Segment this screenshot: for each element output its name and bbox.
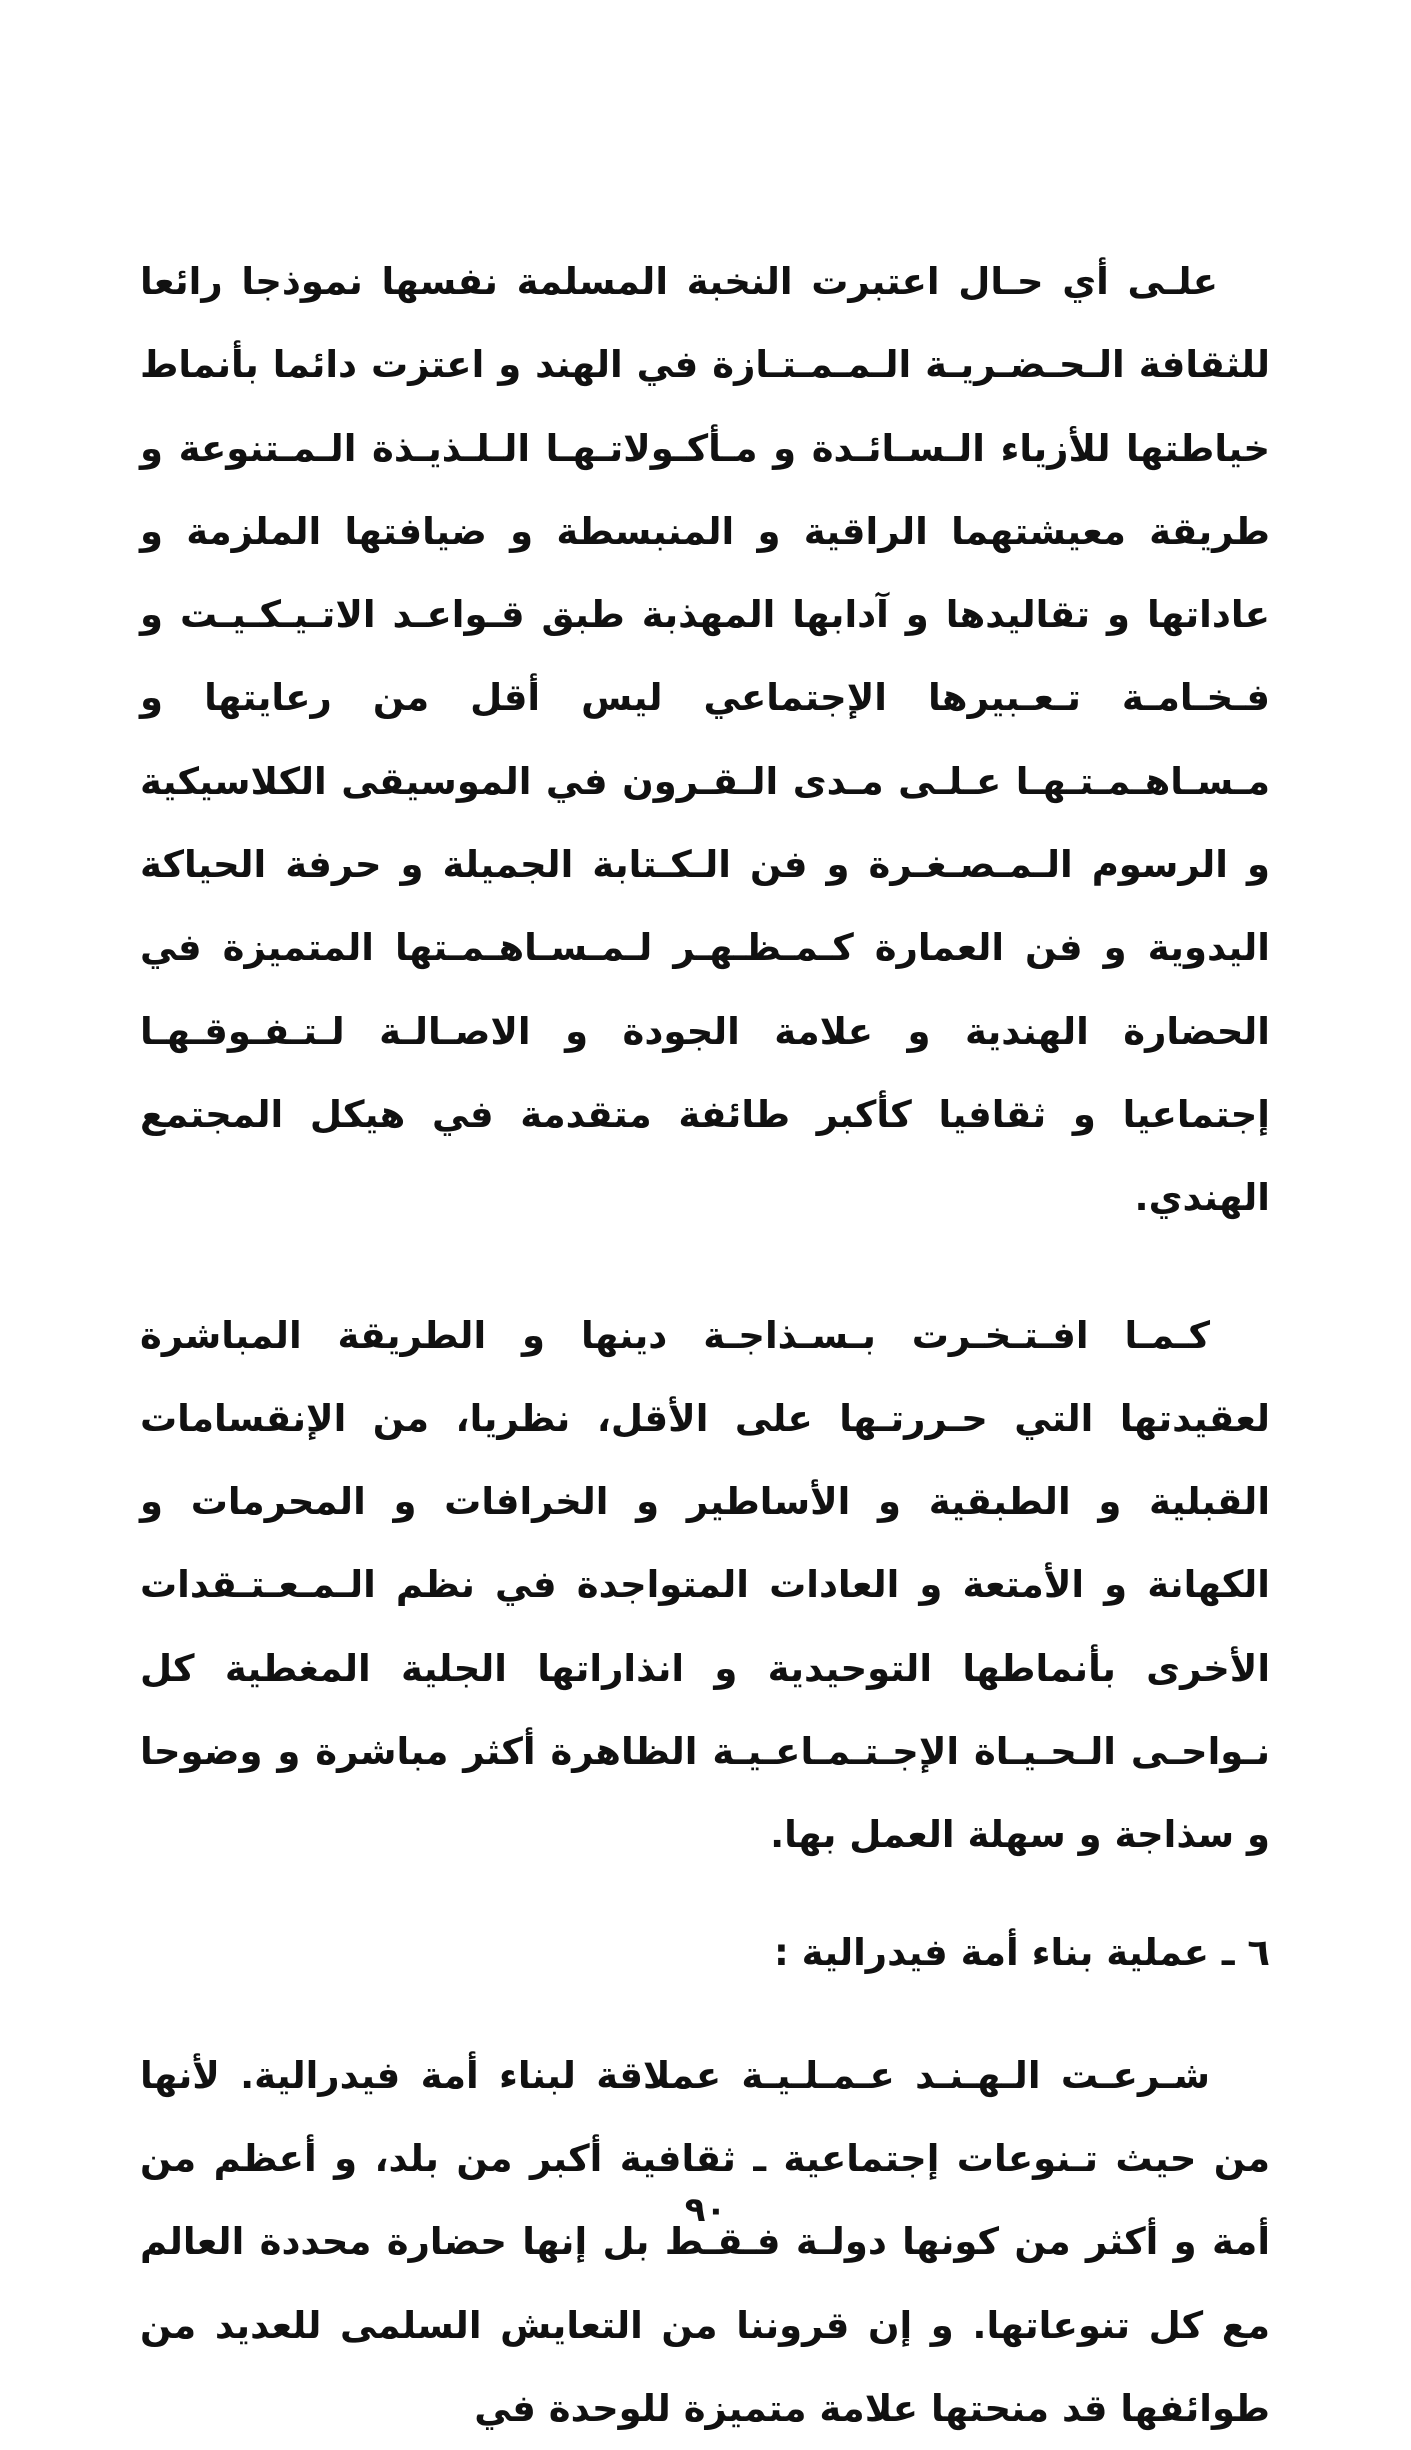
page-body	[140, 240, 1270, 2450]
section-heading: ٦ ـ عملية بناء أمة فيدرالية :	[773, 1930, 1270, 1974]
paragraph-federal-nation: شـرعـت الـهـنـد عـمـلـيـة عملاقة لبناء أمة فيدرالية. لأنها من حيث تـنوعات إجتماعية ـ ثقافية أكبر من بلد، و أعظم من أمة و أكثر من كونها دولـة فـقـط بل إنها حضارة محددة العالم مع كل تنوعاتها. و إن قروننا من التعايش السلمى للعديد من طوائفها قد منحتها علامة متميزة للوحدة في	[140, 2053, 1270, 2430]
paragraph-elite-culture: علـى أي حـال اعتبرت النخبة المسلمة نفسها نموذجا رائعا للثقافة الـحـضـريـة الـمـمـتـازة في الهند و اعتزت دائما بأنماط خياطتها للأزياء الـسـائـدة و مـأكـولاتـهـا الـلـذيـذة الـمـتنوعة و طريقة معيشتهما الراقية و المنبسطة و ضيافتها الملزمة و عاداتها و تقاليدها و آدابها المهذبة طبق قـواعـد الاتـيـكـيـت و فـخـامـة تـعـبيرها الإجتماعي ليس أقل من رعايتها و مـسـاهـمـتـهـا عـلـى مـدى الـقـرون في الموسيقى الكلاسيكية و الرسوم الـمـصـغـرة و فن الـكـتابة الجميلة و حرفة الحياكة اليدوية و فن العمارة كـمـظـهـر لـمـسـاهـمـتها المتميزة في الحضارة الهندية و علامة الجودة و الاصـالـة لـتـفـوقـهـا إجتماعيا و ثقافيا كأكبر طائفة متقدمة في هيكل المجتمع الهندي.	[140, 260, 1270, 1220]
page-number: ٩٠	[684, 2190, 727, 2230]
paragraph-religion: كـمـا افـتـخـرت بـسـذاجـة دينها و الطريقة المباشرة لعقيدتها التي حـررتـها على الأقل، نظريا، من الإنقسامات القبلية و الطبقية و الأساطير و الخرافات و المحرمات و الكهانة و الأمتعة و العادات المتواجدة في نظم الـمـعـتـقدات الأخرى بأنماطها التوحيدية و انذاراتها الجلية المغطية كل نـواحـى الـحـيـاة الإجـتـمـاعـيـة الظاهرة أكثر مباشرة و وضوحا و سذاجة و سهلة العمل بها.	[140, 1313, 1270, 1857]
